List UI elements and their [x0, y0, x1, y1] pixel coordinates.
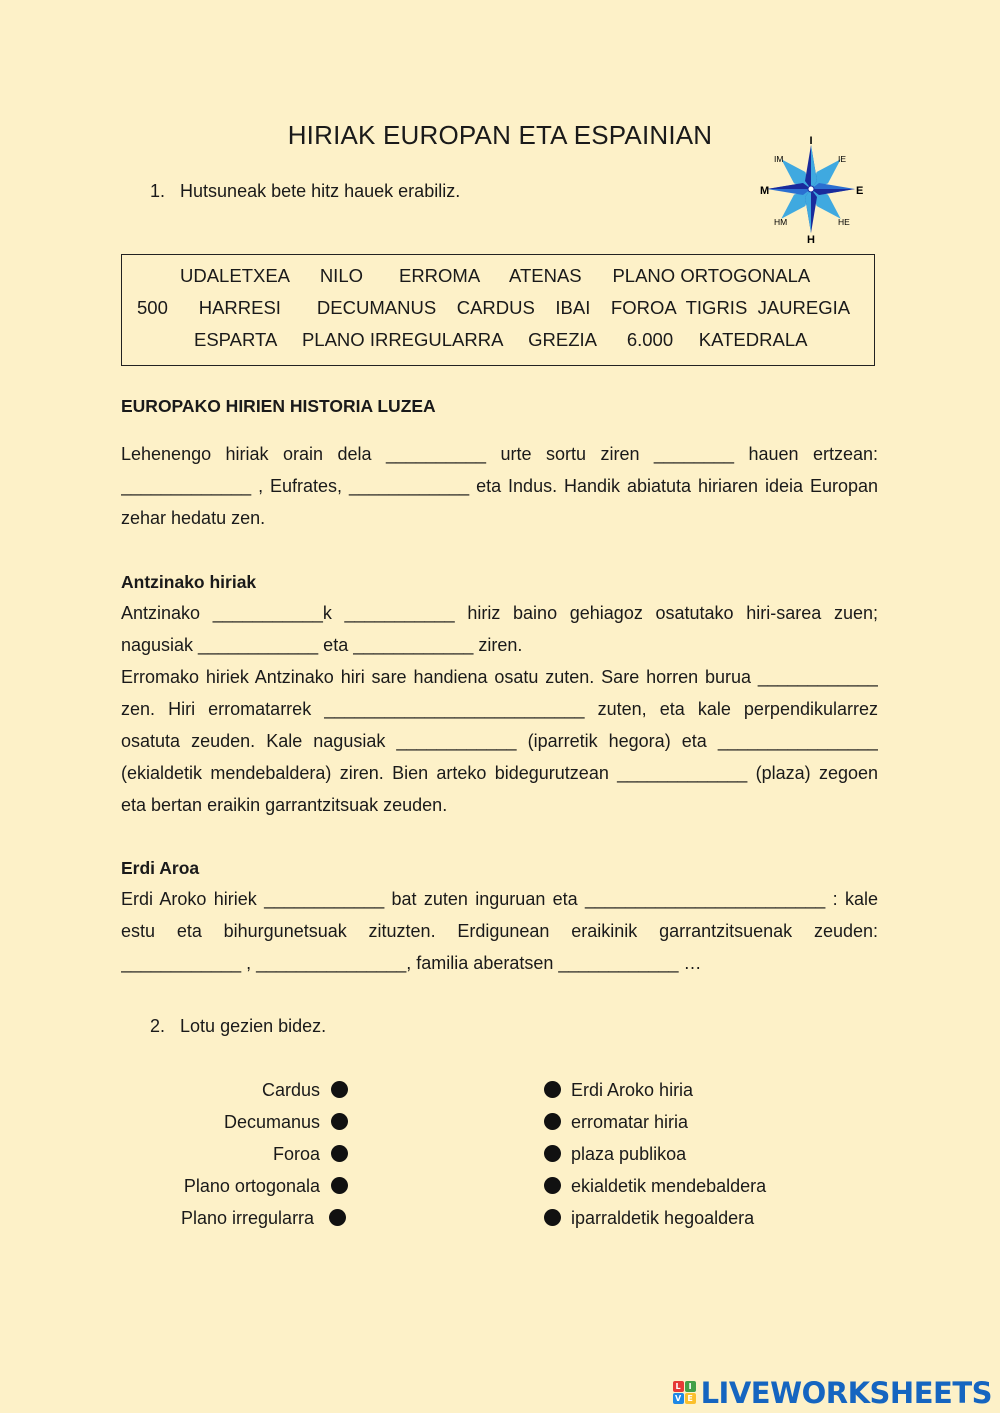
connector-dot-icon[interactable]	[331, 1113, 348, 1130]
connector-dot-icon[interactable]	[331, 1177, 348, 1194]
paragraph-line: nagusiak ____________ eta ____________ ziren.	[121, 635, 523, 655]
paragraph-line: Erromako hiriek Antzinako hiri sare handiena osatu zuten. Sare horren burua ____________	[121, 667, 878, 687]
compass-label-e: E	[856, 185, 864, 197]
section-1-paragraph	[121, 438, 878, 534]
section-1-title: EUROPAKO HIRIEN HISTORIA LUZEA	[121, 396, 436, 416]
match-left-item[interactable]	[100, 1074, 348, 1106]
match-right-label: Erdi Aroko hiria	[571, 1080, 694, 1100]
question-2-number: 2.	[150, 1016, 166, 1036]
question-2	[150, 1016, 326, 1037]
liveworksheets-logo-icon	[673, 1381, 697, 1405]
match-right-item[interactable]	[544, 1106, 688, 1138]
question-1-text: Hutsuneak bete hitz hauek erabiliz.	[180, 181, 461, 201]
paragraph-line: _____________ , Eufrates, ____________ eta Indus. Handik abiatuta hiriaren ideia Europan	[121, 476, 878, 496]
connector-dot-icon[interactable]	[544, 1081, 561, 1098]
match-left-label: Plano ortogonala	[183, 1176, 320, 1196]
paragraph-line: Antzinako ___________k ___________ hiriz baino gehiagoz osatutako hiri-sarea zuen;	[121, 603, 878, 623]
paragraph-line: ____________ , _______________, familia aberatsen ____________ …	[121, 953, 702, 973]
compass-rose-icon	[756, 133, 866, 245]
liveworksheets-logo	[673, 1376, 992, 1410]
paragraph-line: estu eta bihurgunetsuak zituzten. Erdigunean eraikinik garrantzitsuenak zeuden:	[121, 921, 878, 941]
connector-dot-icon[interactable]	[544, 1209, 561, 1226]
word-bank-row-1: UDALETXEA NILO ERROMA ATENAS PLANO ORTOGONALA	[180, 265, 811, 286]
question-1	[150, 181, 460, 202]
question-2-text: Lotu gezien bidez.	[180, 1016, 327, 1036]
logo-tile-i: I	[685, 1381, 696, 1392]
compass-label-sw: HM	[774, 217, 788, 227]
match-right-label: ekialdetik mendebaldera	[571, 1176, 767, 1196]
match-left-label: Decumanus	[223, 1112, 320, 1132]
connector-dot-icon[interactable]	[544, 1113, 561, 1130]
paragraph-line: eta bertan eraikin garrantzitsuak zeuden.	[121, 795, 448, 815]
match-right-label: plaza publikoa	[571, 1144, 687, 1164]
match-left-item[interactable]	[100, 1138, 348, 1170]
word-bank-row-3: ESPARTA PLANO IRREGULARRA GREZIA 6.000 KATEDRALA	[194, 329, 808, 350]
paragraph-line: zen. Hiri erromatarrek __________________________ zuten, eta kale perpendikularrez	[121, 699, 878, 719]
match-left-item[interactable]	[181, 1202, 346, 1234]
liveworksheets-logo-text: LIVEWORKSHEETS	[700, 1376, 992, 1410]
match-left-label: Foroa	[272, 1144, 320, 1164]
connector-dot-icon[interactable]	[331, 1081, 348, 1098]
logo-tile-l: L	[673, 1381, 684, 1392]
word-bank-row-2: 500 HARRESI DECUMANUS CARDUS IBAI FOROA TIGRIS JAUREGIA	[137, 297, 851, 318]
page-title: HIRIAK EUROPAN ETA ESPAINIAN	[287, 120, 713, 150]
question-1-number: 1.	[150, 181, 166, 201]
match-left-label: Plano irregularra	[181, 1208, 315, 1228]
paragraph-line: (ekialdetik mendebaldera) ziren. Bien arteko bidegurutzean _____________ (plaza) zegoen	[121, 763, 878, 783]
connector-dot-icon[interactable]	[544, 1177, 561, 1194]
match-left-label: Cardus	[261, 1080, 320, 1100]
compass-label-s: H	[807, 234, 815, 245]
section-3-paragraph	[121, 883, 878, 979]
match-right-item[interactable]	[544, 1170, 766, 1202]
match-right-item[interactable]	[544, 1074, 693, 1106]
match-left-item[interactable]	[100, 1106, 348, 1138]
compass-label-n: I	[809, 135, 813, 147]
match-right-item[interactable]	[544, 1202, 754, 1234]
paragraph-line: Erdi Aroko hiriek ____________ bat zuten inguruan eta ________________________ : kale	[121, 889, 878, 909]
compass-label-nw: IM	[774, 154, 784, 164]
section-2-title: Antzinako hiriak	[121, 572, 257, 592]
match-right-label: iparraldetik hegoaldera	[571, 1208, 755, 1228]
paragraph-line: zehar hedatu zen.	[121, 508, 266, 528]
match-right-label: erromatar hiria	[571, 1112, 689, 1132]
word-bank-box	[121, 254, 875, 366]
connector-dot-icon[interactable]	[331, 1145, 348, 1162]
match-left-item[interactable]	[100, 1170, 348, 1202]
connector-dot-icon[interactable]	[544, 1145, 561, 1162]
connector-dot-icon[interactable]	[329, 1209, 346, 1226]
logo-tile-v: V	[673, 1393, 684, 1404]
section-2-paragraph	[121, 597, 878, 821]
section-3-title: Erdi Aroa	[121, 858, 200, 878]
paragraph-line: Lehenengo hiriak orain dela __________ urte sortu ziren ________ hauen ertzean:	[121, 444, 878, 464]
paragraph-line: osatuta zeuden. Kale nagusiak ____________ (iparretik hegora) eta ________________	[121, 731, 878, 751]
compass-label-ne: IE	[838, 154, 847, 164]
compass-label-se: HE	[838, 217, 850, 227]
match-right-item[interactable]	[544, 1138, 686, 1170]
compass-label-w: M	[760, 185, 770, 197]
logo-tile-e: E	[685, 1393, 696, 1404]
